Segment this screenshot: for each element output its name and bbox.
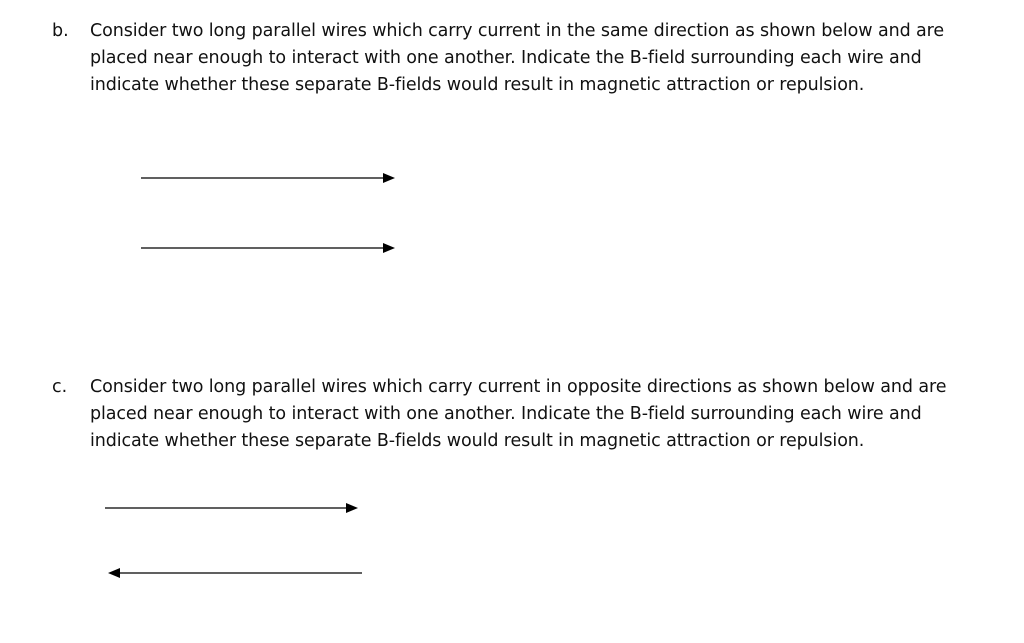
wire-c-1-arrow-right [105,503,358,513]
wire-pair-c [105,503,362,578]
wire-b-1-arrow-right [141,173,395,183]
wire-pair-b [141,173,395,253]
question-c-label: c. [52,377,68,397]
question-b-label: b. [52,21,69,41]
question-b-text: Consider two long parallel wires which carry current in the same direction as shown below and are placed near enough to interact with one another. Indicate the B-field surrounding each wire and indicate whether these separate B-fields would result in magnetic attraction or repulsion. [90,21,945,95]
question-c-text: Consider two long parallel wires which carry current in opposite directions as shown below and are placed near enough to interact with one another. Indicate the B-field surrounding each wire and indicate whether these separate B-fields would result in magnetic attraction or repulsion. [90,377,947,451]
wire-b-2-arrow-right [141,243,395,253]
wire-c-2-arrow-left [108,568,362,578]
question-c [52,374,992,455]
